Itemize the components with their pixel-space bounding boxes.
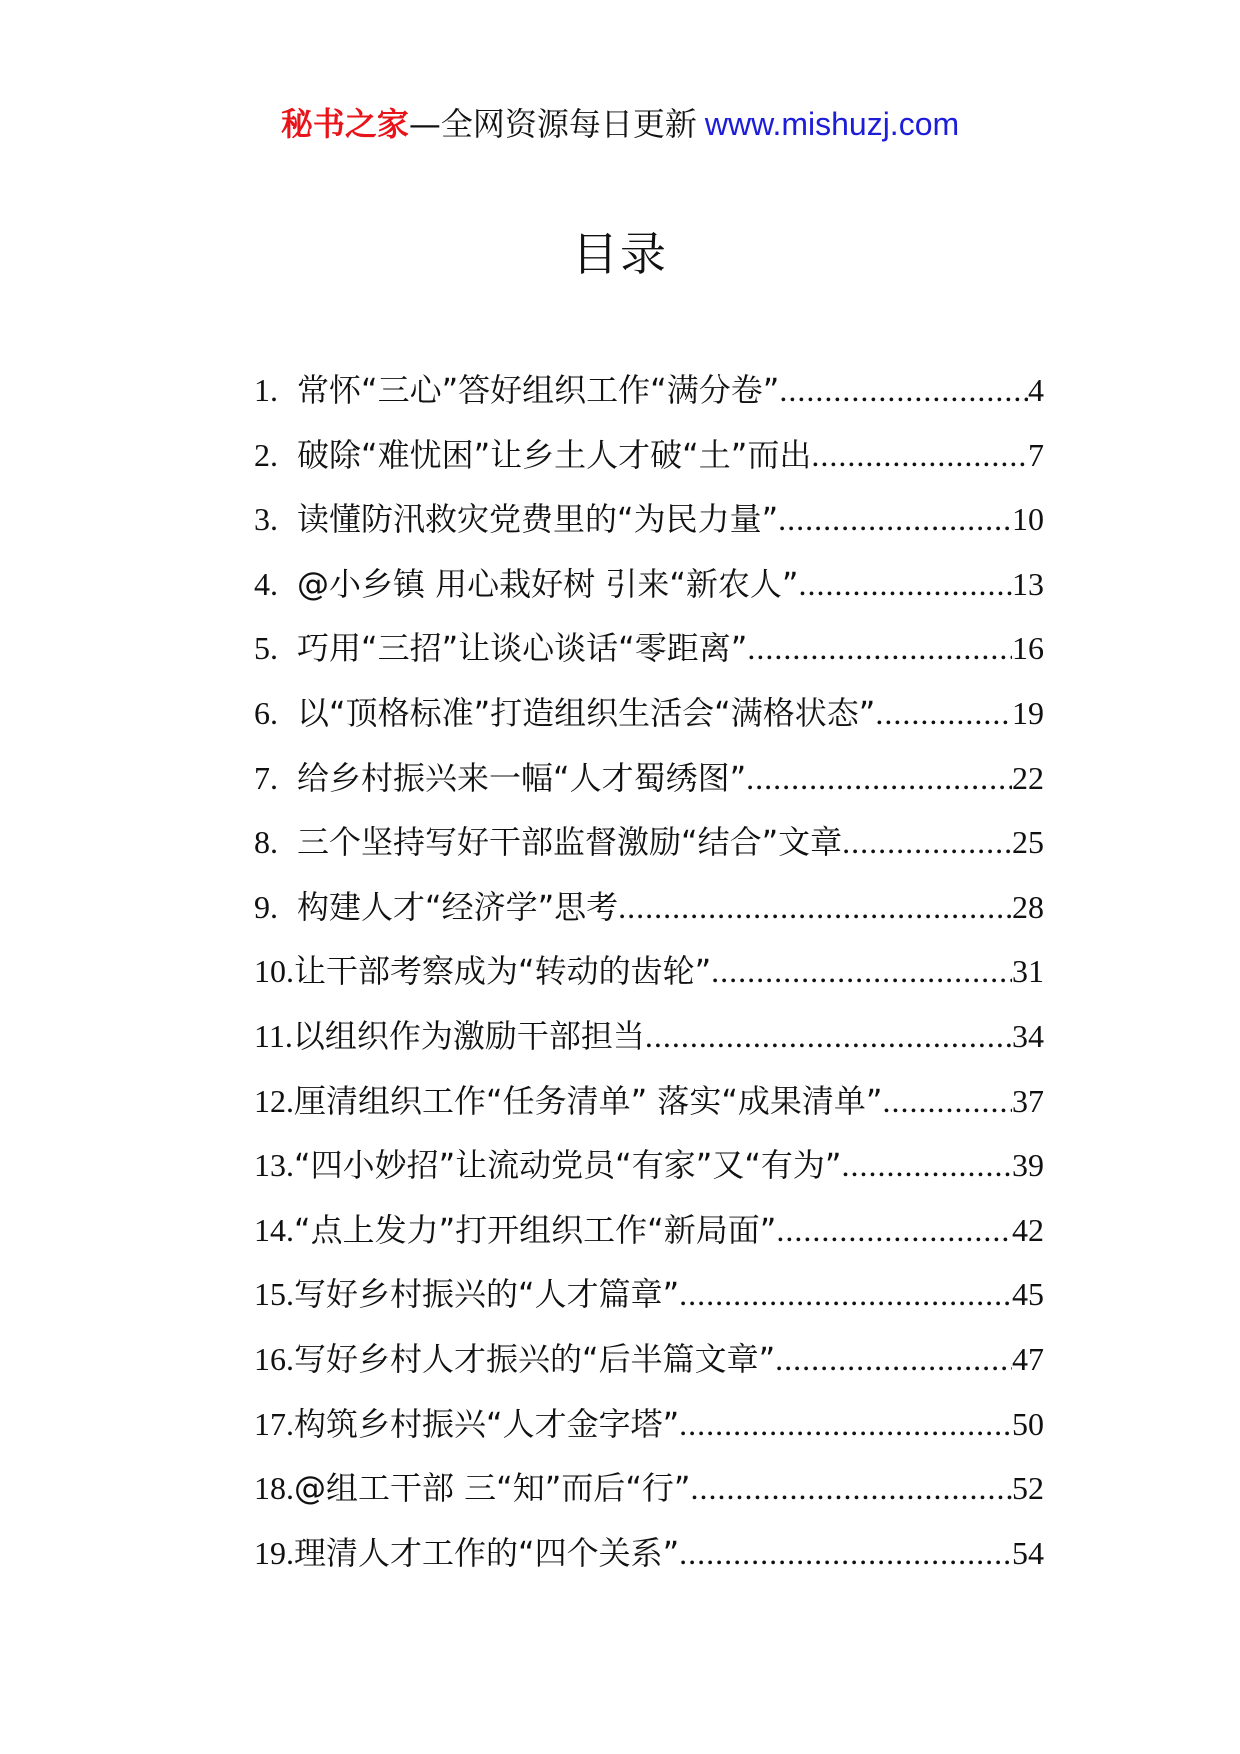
toc-dot-leader xyxy=(711,939,1012,1004)
toc-dot-leader xyxy=(645,1004,1012,1069)
toc-entry-number: 2. xyxy=(254,436,278,473)
banner-tagline: —全网资源每日更新 xyxy=(408,105,697,143)
toc-entry-title: 常怀“三心”答好组织工作“满分卷” xyxy=(297,371,780,409)
toc-entry[interactable] xyxy=(254,358,1044,423)
toc-dot-leader xyxy=(778,487,1012,552)
toc-dot-leader xyxy=(842,810,1012,875)
toc-entry-page: 47 xyxy=(1012,1340,1044,1377)
toc-entry-title: 以“顶格标准”打造组织生活会“满格状态” xyxy=(297,693,876,732)
toc-entry-page: 25 xyxy=(1012,824,1044,861)
toc-dot-leader xyxy=(775,1327,1012,1392)
toc-entry-number: 3. xyxy=(254,501,278,538)
toc-entry-number: 7. xyxy=(254,759,278,796)
toc-entry-title: 构筑乡村振兴“人才金字塔” xyxy=(294,1404,680,1443)
toc-entry[interactable] xyxy=(254,616,1044,681)
toc-entry-number: 17. xyxy=(254,1405,294,1442)
toc-entry-number: 8. xyxy=(254,824,278,861)
toc-entry-page: 4 xyxy=(1028,372,1044,408)
toc-entry[interactable] xyxy=(254,746,1044,811)
toc-entry-number: 5. xyxy=(254,630,278,667)
toc-entry-page: 37 xyxy=(1012,1082,1044,1119)
toc-entry-number: 18. xyxy=(254,1470,294,1507)
toc-entry-title: 写好乡村振兴的“人才篇章” xyxy=(294,1275,680,1314)
toc-entry-title: 巧用“三招”让谈心谈话“零距离” xyxy=(297,629,748,668)
site-url-link[interactable]: www.mishuzj.com xyxy=(704,106,960,142)
toc-dot-leader xyxy=(691,1456,1013,1521)
toc-entry-number: 12. xyxy=(254,1082,294,1119)
toc-dot-leader xyxy=(618,875,1012,940)
toc-dot-leader xyxy=(746,746,1012,811)
toc-entry-number: 10. xyxy=(254,953,294,990)
toc-entry-number: 15. xyxy=(254,1276,294,1313)
toc-entry-number: 4. xyxy=(254,565,278,602)
toc-entry-number: 11. xyxy=(254,1017,293,1054)
page-title: 目录 xyxy=(572,227,668,281)
toc-entry-title: “点上发力”打开组织工作“新局面” xyxy=(294,1210,777,1249)
toc-entry-title: 理清人才工作的“四个关系” xyxy=(294,1533,680,1572)
toc-entry-number: 1. xyxy=(254,372,278,408)
toc-entry-page: 50 xyxy=(1012,1405,1044,1442)
toc-entry-number: 13. xyxy=(254,1147,294,1184)
toc-entry-title: “四小妙招”让流动党员“有家”又“有为” xyxy=(294,1146,842,1185)
toc-entry-title: 厘清组织工作“任务清单” 落实“成果清单” xyxy=(294,1081,883,1120)
toc-entry-page: 16 xyxy=(1012,630,1044,667)
toc-dot-leader xyxy=(679,1521,1012,1586)
toc-dot-leader xyxy=(779,358,1028,423)
toc-entry-page: 45 xyxy=(1012,1276,1044,1313)
toc-entry-title: 破除“难忧困”让乡土人才破“土”而出 xyxy=(297,435,812,474)
toc-entry[interactable] xyxy=(254,1133,1044,1198)
toc-entry[interactable] xyxy=(254,1004,1044,1069)
toc-entry-title: 三个坚持写好干部监督激励“结合”文章 xyxy=(297,823,843,862)
toc-entry-page: 34 xyxy=(1012,1017,1044,1054)
toc-entry-title: 构建人才“经济学”思考 xyxy=(297,887,619,926)
toc-entry-page: 7 xyxy=(1028,436,1044,473)
toc-entry[interactable] xyxy=(254,487,1044,552)
toc-entry[interactable] xyxy=(254,423,1044,488)
toc-entry-page: 54 xyxy=(1012,1534,1044,1571)
toc-entry-title: 读懂防汛救灾党费里的“为民力量” xyxy=(297,500,779,539)
toc-entry-number: 9. xyxy=(254,888,278,925)
toc-entry-title: @小乡镇 用心栽好树 引来“新农人” xyxy=(297,564,799,603)
toc-entry[interactable] xyxy=(254,1262,1044,1327)
toc-dot-leader xyxy=(776,1198,1012,1263)
toc-dot-leader xyxy=(875,681,1012,746)
toc-entry-title: @组工干部 三“知”而后“行” xyxy=(294,1469,691,1508)
toc-entry-number: 16. xyxy=(254,1340,294,1377)
toc-entry-page: 31 xyxy=(1012,953,1044,990)
toc-entry-page: 28 xyxy=(1012,888,1044,925)
toc-dot-leader xyxy=(841,1133,1012,1198)
brand-name: 秘书之家 xyxy=(280,105,409,143)
toc-entry[interactable] xyxy=(254,552,1044,617)
site-banner xyxy=(0,100,1240,148)
toc-dot-leader xyxy=(883,1069,1013,1134)
toc-dot-leader xyxy=(811,423,1028,488)
toc-entry-page: 13 xyxy=(1012,565,1044,602)
toc-entry-title: 以组织作为激励干部担当 xyxy=(292,1016,645,1055)
toc-entry-page: 19 xyxy=(1012,694,1044,731)
toc-entry-title: 让干部考察成为“转动的齿轮” xyxy=(294,952,712,991)
toc-entry[interactable] xyxy=(254,1198,1044,1263)
table-of-contents xyxy=(254,358,1044,1585)
toc-entry[interactable] xyxy=(254,939,1044,1004)
toc-entry-page: 42 xyxy=(1012,1211,1044,1248)
toc-entry[interactable] xyxy=(254,1069,1044,1134)
toc-dot-leader xyxy=(747,616,1012,681)
toc-entry-page: 10 xyxy=(1012,501,1044,538)
toc-entry[interactable] xyxy=(254,810,1044,875)
toc-entry-page: 52 xyxy=(1012,1470,1044,1507)
toc-entry-title: 写好乡村人才振兴的“后半篇文章” xyxy=(294,1339,776,1378)
toc-entry-number: 6. xyxy=(254,694,278,731)
toc-entry[interactable] xyxy=(254,1456,1044,1521)
toc-dot-leader xyxy=(799,552,1012,617)
toc-entry-page: 39 xyxy=(1012,1147,1044,1184)
toc-dot-leader xyxy=(679,1262,1012,1327)
toc-entry-title: 给乡村振兴来一幅“人才蜀绣图” xyxy=(297,758,747,797)
toc-entry[interactable] xyxy=(254,875,1044,940)
toc-entry[interactable] xyxy=(254,1521,1044,1586)
toc-entry[interactable] xyxy=(254,1327,1044,1392)
toc-entry-page: 22 xyxy=(1012,759,1044,796)
toc-entry[interactable] xyxy=(254,681,1044,746)
toc-entry-number: 19. xyxy=(254,1534,294,1571)
toc-entry[interactable] xyxy=(254,1392,1044,1457)
toc-dot-leader xyxy=(679,1392,1012,1457)
toc-entry-number: 14. xyxy=(254,1211,294,1248)
